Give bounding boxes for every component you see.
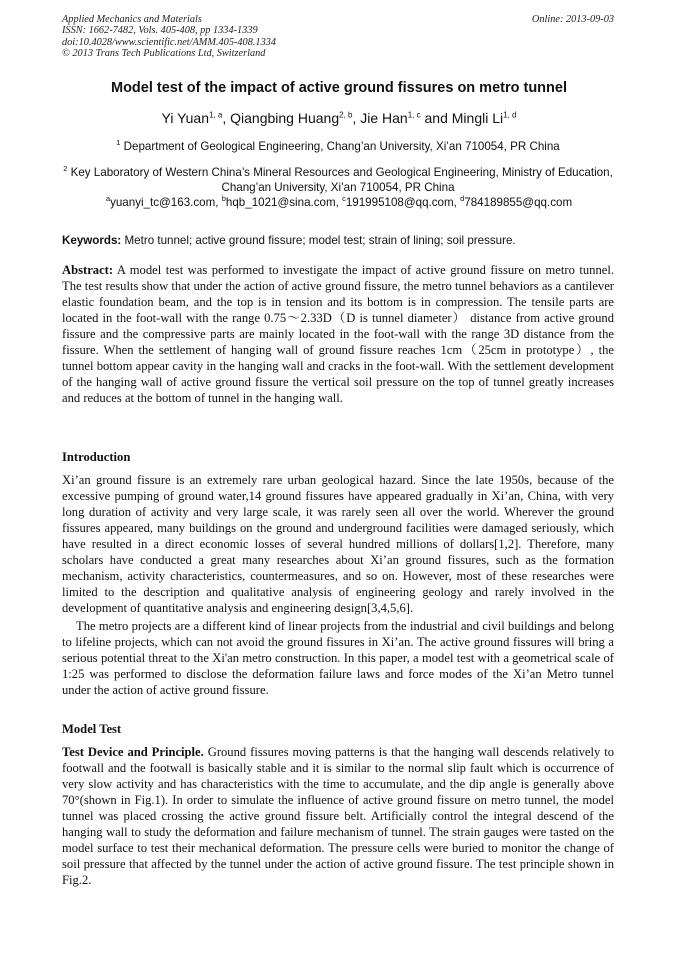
abstract-label: Abstract: <box>62 263 114 277</box>
author-separator: and <box>420 110 452 126</box>
author-separator: , <box>352 110 361 126</box>
copyright-line: © 2013 Trans Tech Publications Ltd, Switzerland <box>62 48 266 60</box>
journal-name: Applied Mechanics and Materials <box>62 14 202 25</box>
author-affil-mark: 2, b <box>339 110 353 120</box>
introduction-paragraph: The metro projects are a different kind of linear projects from the industrial and civil buildings and belong to lifeline projects, which can not avoid the ground fissures in Xi’an. The active ground fissures will bring a serious potential threat to the Xi'an metro construction. In this paper, a model test with a geometrical scale of 1:25 was performed to disclose the deformation failure laws and force modes of the Xi’an Metro tunnel under the action of active ground fissure. <box>62 619 614 697</box>
affiliation-text: Key Laboratory of Western China’s Mineral Resources and Geological Engineering, Ministry of Education, Chang’an University, Xi’an 710054, PR China <box>70 165 613 194</box>
model-test-paragraph <box>62 744 614 888</box>
author-name: Mingli Li <box>451 110 504 126</box>
issn-line: ISSN: 1662-7482, Vols. 405-408, pp 1334-1339 <box>62 25 258 37</box>
author-name: Yi Yuan <box>161 110 210 126</box>
keywords-text: Metro tunnel; active ground fissure; model test; strain of lining; soil pressure. <box>121 234 516 247</box>
affiliation <box>62 161 614 195</box>
model-test-text: Ground fissures moving patterns is that the hanging wall descends relatively to footwall and the footwall is basically stable and it is similar to the normal slip fault which is occurrence of very slow activity and has characteristics with the time to accumulate, and the dip angle is generally above 70°(shown in Fig.1). In order to simulate the influence of active ground fissure on metro tunnel, the model tunnel was placed crossing the active ground fissure belt. Artificially control the integral descend of the hanging wall to study the deformation and failure mechanism of tunnel. The strain gauges were tasted on the model surface to test their mechanical deformation. The pressure cells were buried to monitor the change of soil pressure that affected by the tunnel under the action of active ground fissure. The test principle shown in Fig.2. <box>62 745 614 887</box>
paper-title: Model test of the impact of active ground fissures on metro tunnel <box>111 80 567 96</box>
online-date: Online: 2013-09-03 <box>531 14 614 25</box>
author-name: Jie Han <box>360 110 408 126</box>
keywords-line <box>62 234 614 247</box>
author-name: Qiangbing Huang <box>230 110 340 126</box>
author-list <box>0 110 678 126</box>
doi-line: doi:10.4028/www.scientific.net/AMM.405-408.1334 <box>62 36 277 48</box>
affiliation <box>62 135 614 154</box>
email-mark: b <box>221 194 226 203</box>
affiliation-text: Department of Geological Engineering, Chang’an University, Xi’an 710054, PR China <box>123 139 560 153</box>
introduction-paragraph: Xi’an ground fissure is an extremely rare urban geological hazard. Since the late 1950s, because of the excessive pumping of ground water,14 ground fissures have appeared gradually in Xi’an, China, with very long duration of activity and very large scale, it was rarely seen all over the world. Wherever the ground fissures appeared, many buildings on the ground and underground facilities were damaged seriously, which have resulted in a direct economic losses of several hundred millions of dollars[1,2]. Therefore, many scholars have conducted a great many researches about Xi’an ground fissures, such as the formation mechanism, activity characteristics, countermeasures, and so on. However, most of these researches were limited to the description and qualitative analysis of engineering geology and rarely involved in the development of quantitative analysis and engineering design[3,4,5,6]. <box>62 473 614 615</box>
model-test-heading: Model Test <box>62 722 122 736</box>
keywords-label: Keywords: <box>62 234 122 247</box>
introduction-heading: Introduction <box>62 450 131 464</box>
abstract-paragraph <box>62 262 614 406</box>
author-affil-mark: 1, a <box>209 110 223 120</box>
subsection-label: Test Device and Principle. <box>62 745 204 759</box>
affiliation-number: 2 <box>63 164 68 173</box>
author-affil-mark: 1, c <box>407 110 421 120</box>
email-mark: c <box>342 194 346 203</box>
email-address: 784189855@qq.com <box>464 195 573 209</box>
email-address: hqb_1021@sina.com, <box>225 195 343 209</box>
email-mark: a <box>105 194 111 203</box>
email-address: 191995108@qq.com, <box>345 195 461 209</box>
email-mark: d <box>460 194 465 203</box>
author-separator: , <box>222 110 231 126</box>
abstract-text: A model test was performed to investigate the impact of active ground fissure on metro tunnel. The test results show that under the action of active ground fissure, the metro tunnel behaviors as a cantilever elastic foundation beam, and the top is in tension and its bottom is in compression. The tensile parts are located in the foot-wall with the range 0.75～2.33D（D is tunnel diameter） distance from active ground fissure and the compressive parts are mainly located in the foot-wall with the range 3D distance from the fissure. When the settlement of hanging wall of ground fissure reaches 1cm（25cm in prototype）, the tunnel bottom appear cavity in the hanging wall and cracks in the foot-wall. With the settlement development of the hanging wall of active ground fissure the vertical soil pressure on the top of tunnel greatly increases and reduces at the bottom of tunnel in the hanging wall. <box>62 263 614 405</box>
author-affil-mark: 1, d <box>503 110 517 120</box>
email-list <box>0 194 678 209</box>
journal-header <box>62 14 614 60</box>
affiliation-number: 1 <box>116 138 121 147</box>
email-address: yuanyi_tc@163.com, <box>110 195 222 209</box>
